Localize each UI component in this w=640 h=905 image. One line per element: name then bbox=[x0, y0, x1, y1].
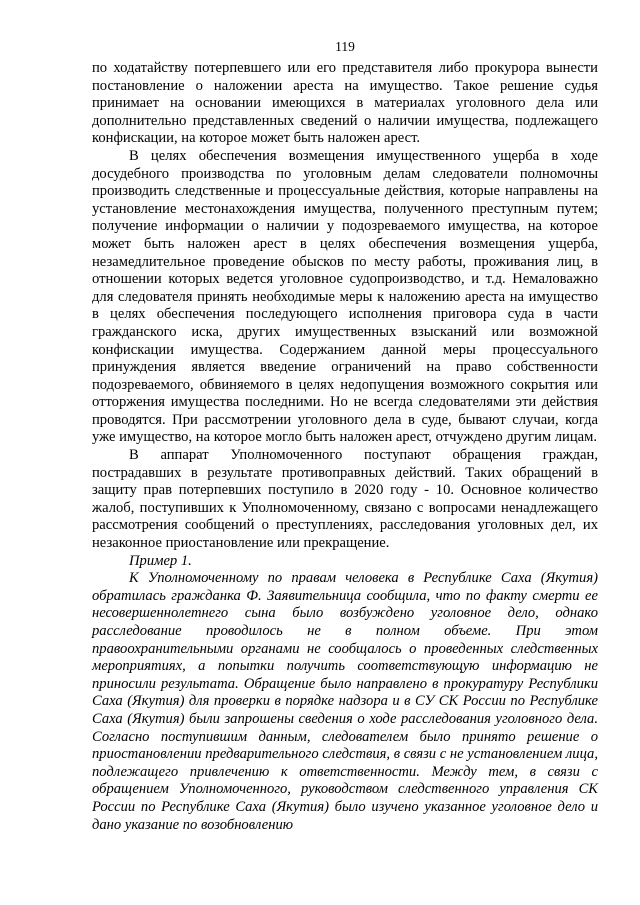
page-number: 119 bbox=[335, 39, 355, 54]
document-page bbox=[92, 38, 598, 834]
paragraph-ombudsman-appeals: В аппарат Уполномоченного поступают обращения граждан, пострадавших в результате противоправных действий. Таких обращений в защиту прав потерпевших поступило в 2020 году - 10. Основное количество жалоб, поступивших к Уполномоченному, связано с вопросами ненадлежащего рассмотрения сообщений о преступлениях, расследования уголовных дел, их незаконное приостановление или прекращение. bbox=[92, 447, 598, 552]
example-heading: Пример 1. bbox=[129, 552, 192, 569]
example-text: К Уполномоченному по правам человека в Республике Саха (Якутия) обратилась гражданка Ф. Заявительница сообщила, что по факту смерти ее несовершеннолетнего сына было возбуждено уголовное дело, однако расследование проводилось не в полном объеме. При этом правоохранительными органами не сообщалось о проведенных следственных мероприятиях, а попытки получить соответствующую информацию не приносили результата. Обращение было направлено в прокуратуру Республики Саха (Якутия) для проверки в порядке надзора и в СУ СК России по Республике Саха (Якутия) были запрошены сведения о ходе расследования уголовного дела. Согласно поступившим данным, следователем было принято решение о приостановлении предварительного следствия, в связи с не установлением лица, подлежащего привлечению к ответственности. Между тем, в связи с обращением Уполномоченного, руководством следственного управления СК России по Республике Саха (Якутия) было изучено указанное уголовное дело и дано указание по возобновлению bbox=[92, 570, 598, 833]
paragraph-investigator-measures: В целях обеспечения возмещения имущественного ущерба в ходе досудебного производства по уголовным делам следователи полномочны производить следственные и процессуальные действия, которые направлены на установление местонахождения имущества, полученного преступным путем; получение информации о наличии у подозреваемого имущества, на которое может быть наложен арест в целях обеспечения возмещения ущерба, незамедлительное проведение обысков по месту работы, проживания лиц, в отношении которых ведется уголовное судопроизводство, и т.д. Немаловажно для следователя принять необходимые меры к наложению ареста на имущество в целях обеспечения последующего исполнения приговора суда в части гражданского иска, других имущественных взысканий или возможной конфискации имущества. Содержанием данной меры процессуального принуждения является введение ограничений на право собственности подозреваемого, обвиняемого в целях недопущения возможного сокрытия или отторжения имущества последними. Но не всегда следователями эти действия проводятся. При рассмотрении уголовного дела в суде, бывают случаи, когда уже имущество, на которое могло быть наложен арест, отчуждено другим лицам. bbox=[92, 147, 598, 446]
paragraph-arrest-petition: по ходатайству потерпевшего или его представителя либо прокурора вынести постановление о наложении ареста на имущество. Такое решение судья принимает на основании имеющихся в материалах уголовного дела или дополнительно представленных сведений о наличии имущества, подлежащего конфискации, на которое может быть наложен арест. bbox=[92, 60, 598, 147]
